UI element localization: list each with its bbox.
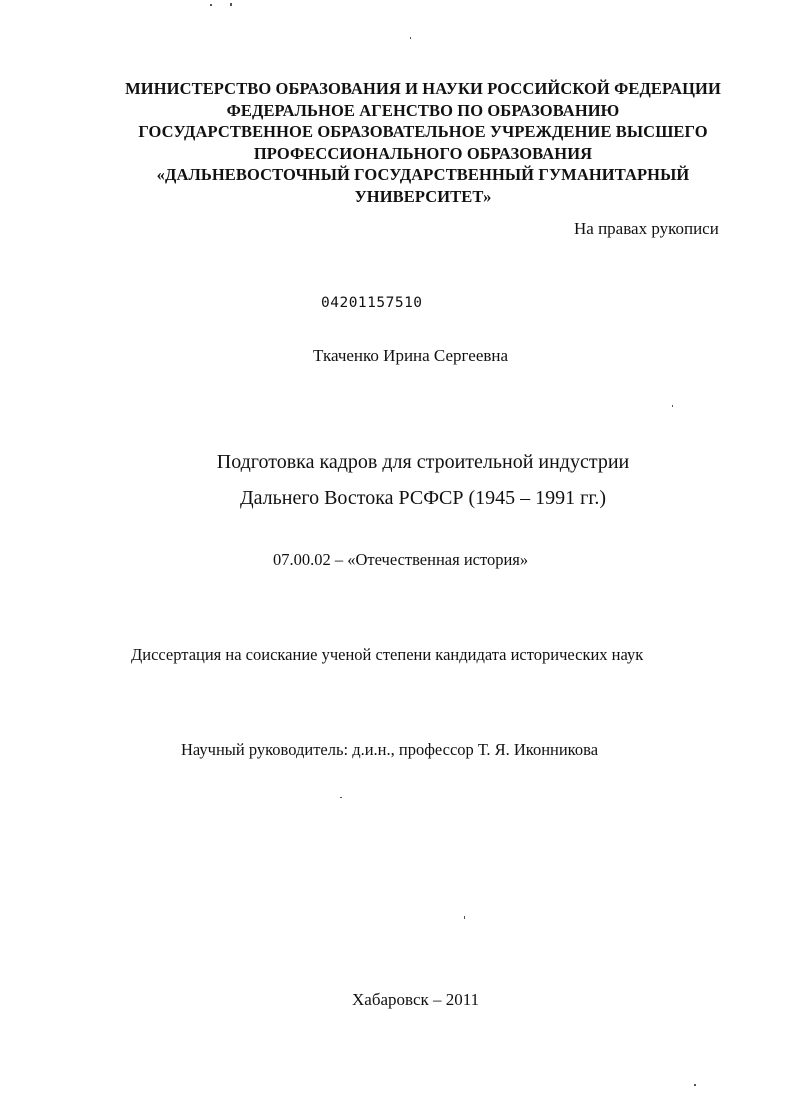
dissertation-title <box>0 444 794 516</box>
header-line-ministry: МИНИСТЕРСТВО ОБРАЗОВАНИЯ И НАУКИ РОССИЙСКОЙ ФЕДЕРАЦИИ <box>125 79 721 98</box>
scan-speck <box>410 37 411 39</box>
registration-code: 04201157510 <box>321 295 423 311</box>
title-line-2: Дальнего Востока РСФСР (1945 – 1991 гг.) <box>239 487 606 509</box>
header-line-university-end: УНИВЕРСИТЕТ» <box>354 186 492 206</box>
scan-speck <box>230 3 232 6</box>
degree-statement: Диссертация на соискание ученой степени кандидата исторических наук <box>131 645 644 664</box>
header-line-education: ПРОФЕССИОНАЛЬНОГО ОБРАЗОВАНИЯ <box>253 143 593 163</box>
institution-header <box>0 78 794 207</box>
author-name: Ткаченко Ирина Сергеевна <box>313 346 509 365</box>
header-line-university: «ДАЛЬНЕВОСТОЧНЫЙ ГОСУДАРСТВЕННЫЙ ГУМАНИТАРНЫЙ <box>156 165 690 184</box>
scan-speck <box>464 916 465 919</box>
header-line-agency: ФЕДЕРАЛЬНОЕ АГЕНСТВО ПО ОБРАЗОВАНИЮ <box>226 100 620 120</box>
scan-speck <box>694 1084 696 1086</box>
specialty-code: 07.00.02 – «Отечественная история» <box>273 550 529 569</box>
manuscript-note: На правах рукописи <box>574 219 719 238</box>
header-line-institution: ГОСУДАРСТВЕННОЕ ОБРАЗОВАТЕЛЬНОЕ УЧРЕЖДЕНИЕ ВЫСШЕГО <box>138 122 708 141</box>
scan-speck <box>340 797 342 798</box>
title-line-1: Подготовка кадров для строительной индустрии <box>216 451 630 473</box>
scientific-supervisor: Научный руководитель: д.и.н., профессор Т. Я. Иконникова <box>181 740 599 759</box>
city-year: Хабаровск – 2011 <box>352 990 480 1009</box>
scan-speck <box>672 405 673 407</box>
scan-speck <box>210 4 212 6</box>
